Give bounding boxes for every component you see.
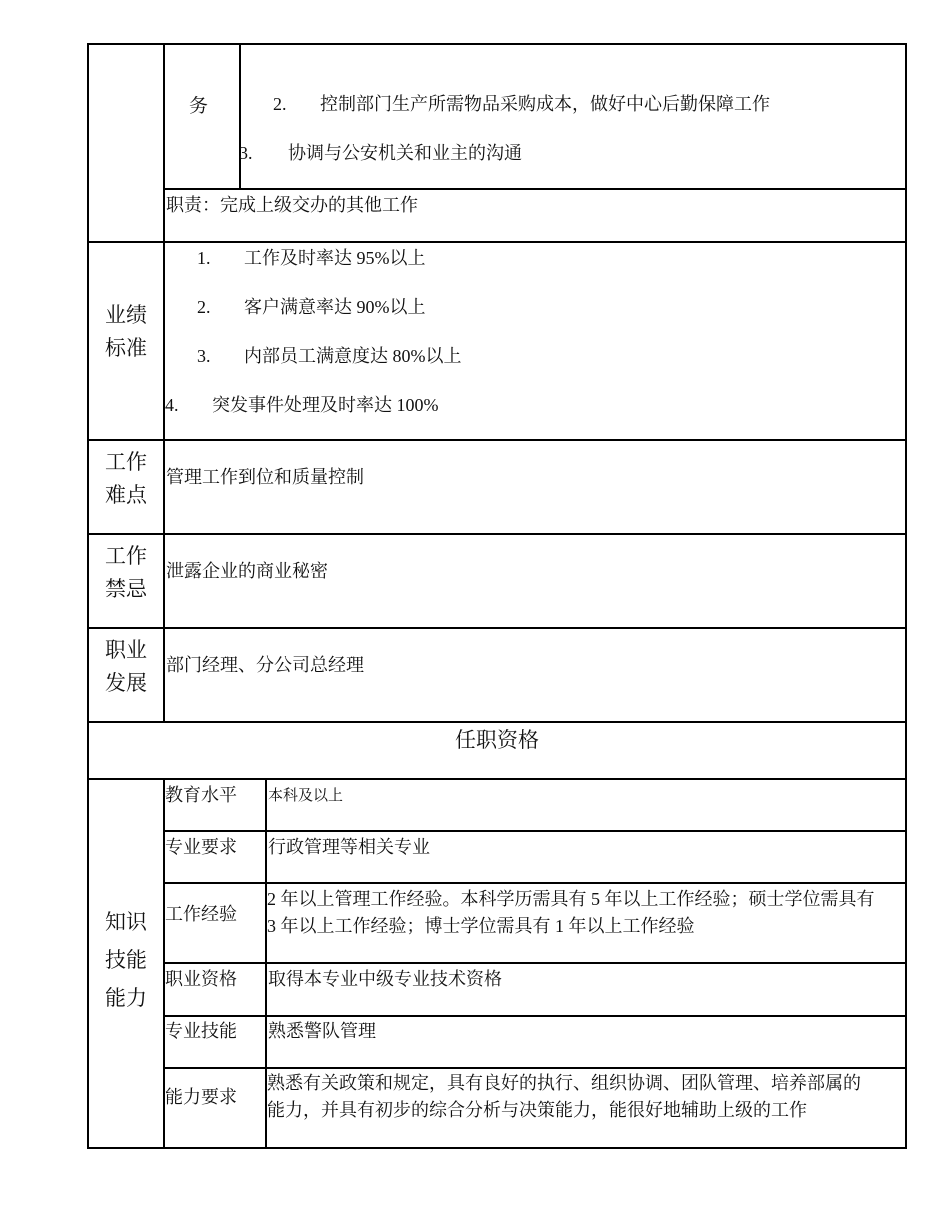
performance-number: 3.	[197, 346, 211, 366]
duty-number: 2.	[273, 94, 287, 114]
performance-text: 内部员工满意度达 80%以上	[244, 346, 462, 366]
qualification-row-value: 取得本专业中级专业技术资格	[268, 969, 502, 989]
performance-label: 业绩 标准	[105, 303, 147, 360]
duties-label-fragment: 务	[189, 96, 209, 117]
qualification-group-label: 知识 技能 能力	[105, 910, 147, 1010]
performance-text: 工作及时率达 95%以上	[244, 248, 426, 268]
duty-text: 控制部门生产所需物品采购成本，做好中心后勤保障工作	[320, 94, 770, 114]
qualification-row-value: 熟悉警队管理	[268, 1021, 376, 1041]
qualification-row-label: 专业技能	[165, 1021, 237, 1041]
career-content: 部门经理、分公司总经理	[166, 655, 364, 675]
other-duty: 职责：完成上级交办的其他工作	[166, 195, 418, 215]
qualification-row-label: 教育水平	[165, 785, 237, 805]
qualification-row-value-line2: 3 年以上工作经验；博士学位需具有 1 年以上工作经验	[267, 916, 695, 936]
performance-number: 4.	[165, 395, 179, 415]
difficulty-label: 工作 难点	[105, 450, 147, 507]
performance-text: 客户满意率达 90%以上	[244, 297, 426, 317]
taboo-label: 工作 禁忌	[105, 544, 147, 601]
qualification-row-label: 工作经验	[165, 904, 237, 924]
taboo-content: 泄露企业的商业秘密	[166, 561, 328, 581]
career-label: 职业 发展	[105, 638, 147, 695]
qualification-title: 任职资格	[455, 728, 539, 752]
qualification-row-label: 职业资格	[165, 969, 237, 989]
duty-text: 协调与公安机关和业主的沟通	[288, 143, 522, 163]
duty-number: 3.	[239, 143, 253, 163]
qualification-row-label: 能力要求	[165, 1087, 237, 1107]
performance-number: 1.	[197, 248, 211, 268]
qualification-row-value: 本科及以上	[268, 788, 344, 804]
qualification-row-value-line2: 能力，并具有初步的综合分析与决策能力，能很好地辅助上级的工作	[267, 1100, 807, 1120]
qualification-row-value-line1: 熟悉有关政策和规定，具有良好的执行、组织协调、团队管理、培养部属的	[267, 1073, 861, 1093]
qualification-row-label: 专业要求	[165, 837, 237, 857]
qualification-row-value-line1: 2 年以上管理工作经验。本科学历需具有 5 年以上工作经验；硕士学位需具有	[267, 889, 875, 909]
qualification-row-value: 行政管理等相关专业	[268, 837, 430, 857]
performance-text: 突发事件处理及时率达 100%	[212, 395, 439, 415]
performance-number: 2.	[197, 297, 211, 317]
difficulty-content: 管理工作到位和质量控制	[166, 467, 364, 487]
